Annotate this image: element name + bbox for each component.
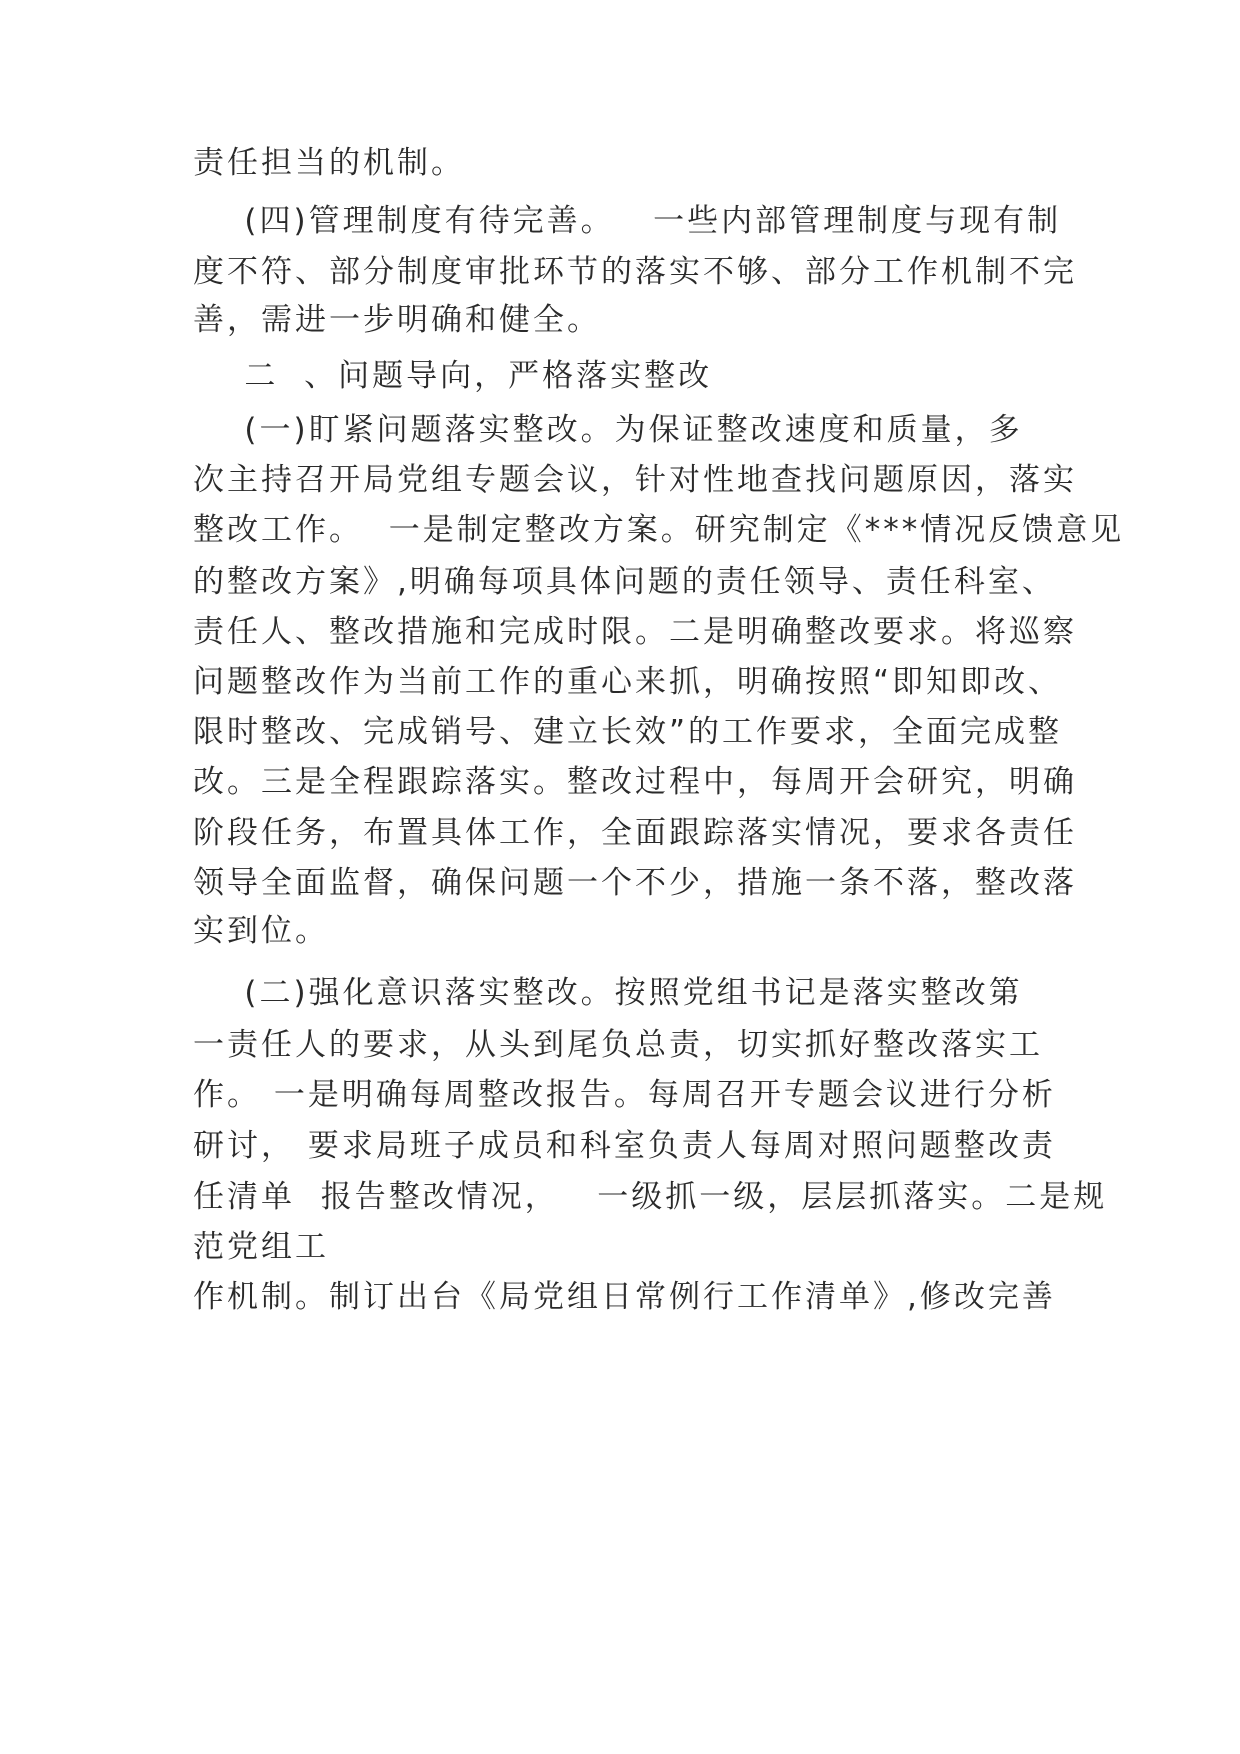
text-line: 一责任人的要求，从头到尾负总责，切实抓好整改落实工 (193, 1027, 1043, 1063)
text-line: 次主持召开局党组专题会议，针对性地查找问题原因，落实 (193, 462, 1077, 498)
text-line: 作。 一是明确每周整改报告。每周召开专题会议进行分析 (193, 1077, 1056, 1113)
text-line: 领导全面监督，确保问题一个不少，措施一条不落，整改落 (193, 865, 1077, 901)
text-line: 限时整改、完成销号、建立长效”的工作要求，全面完成整 (193, 714, 1063, 750)
text-line: 任清单 报告整改情况， 一级抓一级，层层抓落实。二是规 (193, 1179, 1108, 1215)
text-line: 改。三是全程跟踪落实。整改过程中，每周开会研究，明确 (193, 764, 1077, 800)
text-line: (四)管理制度有待完善。 一些内部管理制度与现有制 (193, 203, 1062, 239)
text-line: 责任担当的机制。 (193, 145, 465, 181)
text-line: 善，需进一步明确和健全。 (193, 302, 601, 338)
text-line: 实到位。 (193, 913, 329, 949)
text-line: 阶段任务，布置具体工作，全面跟踪落实情况，要求各责任 (193, 815, 1077, 851)
section-heading: 二 、问题导向，严格落实整改 (193, 358, 713, 394)
text-line: 的整改方案》,明确每项具体问题的责任领导、责任科室、 (193, 564, 1056, 600)
text-line: 研讨， 要求局班子成员和科室负责人每周对照问题整改责 (193, 1128, 1056, 1164)
text-line: (一)盯紧问题落实整改。为保证整改速度和质量，多 (193, 412, 1023, 448)
text-line: (二)强化意识落实整改。按照党组书记是落实整改第 (193, 975, 1023, 1011)
text-line: 范党组工 (193, 1229, 329, 1265)
text-line: 度不符、部分制度审批环节的落实不够、部分工作机制不完 (193, 254, 1077, 290)
text-line: 责任人、整改措施和完成时限。二是明确整改要求。将巡察 (193, 614, 1077, 650)
text-line: 整改工作。 一是制定整改方案。研究制定《***情况反馈意见 (193, 512, 1125, 548)
text-line: 问题整改作为当前工作的重心来抓，明确按照“即知即改、 (193, 664, 1063, 700)
text-line: 作机制。制订出台《局党组日常例行工作清单》,修改完善 (193, 1279, 1056, 1315)
